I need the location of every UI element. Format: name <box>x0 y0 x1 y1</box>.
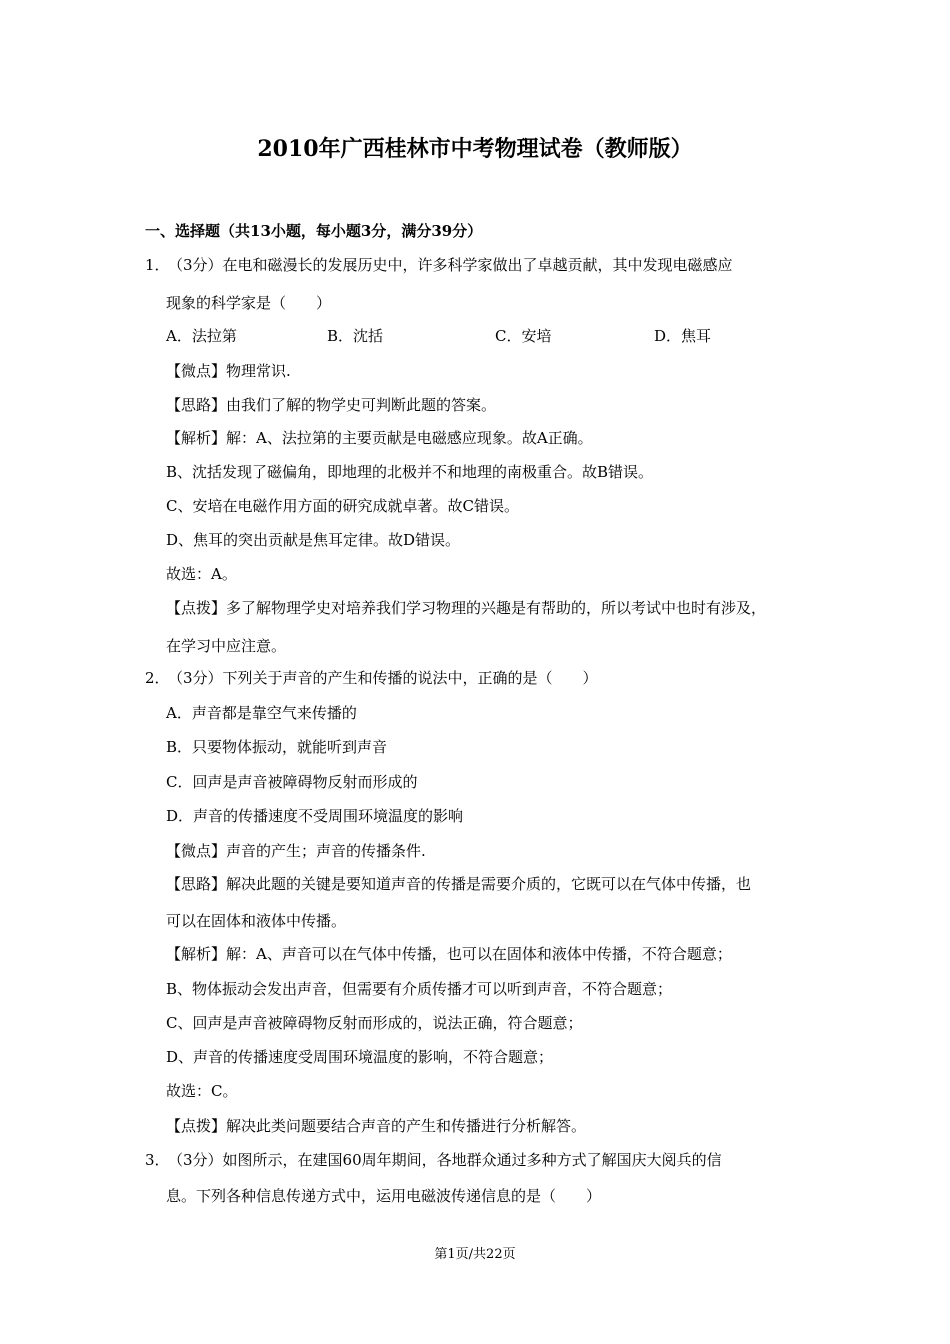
analysis-line: C、安培在电磁作用方面的研究成就卓著。故C错误。 <box>166 497 519 515</box>
option-b: B．沈括 <box>327 327 384 345</box>
tip-line: 在学习中应注意。 <box>166 637 287 655</box>
analysis-line: 【解析】解：A、声音可以在气体中传播，也可以在固体和液体中传播，不符合题意； <box>166 945 732 963</box>
analysis-line: C、回声是声音被障碍物反射而形成的，说法正确，符合题意； <box>166 1014 583 1032</box>
option-c: C．回声是声音被障碍物反射而形成的 <box>166 773 418 791</box>
page-title: 2010年广西桂林市中考物理试卷（教师版） <box>257 136 693 162</box>
analysis-line: D、声音的传播速度受周围环境温度的影响，不符合题意； <box>166 1048 554 1066</box>
question-stem-line: 现象的科学家是（ ） <box>166 294 332 312</box>
analysis-line: B、物体振动会发出声音，但需要有介质传播才可以听到声音，不符合题意； <box>166 980 673 998</box>
solution-idea: 【思路】解决此题的关键是要知道声音的传播是需要介质的，它既可以在气体中传播，也 <box>166 875 752 893</box>
answer-line: 故选：C。 <box>166 1082 238 1100</box>
page-footer: 第1页/共22页 <box>434 1247 516 1262</box>
tip-line: 【点拨】解决此类问题要结合声音的产生和传播进行分析解答。 <box>166 1117 587 1135</box>
question-stem-line: （3分）在电和磁漫长的发展历史中，许多科学家做出了卓越贡献，其中发现电磁感应 <box>168 256 733 274</box>
option-b: B．只要物体振动，就能听到声音 <box>166 738 388 756</box>
question-number: 3． <box>145 1151 170 1169</box>
question-stem-line: 息。下列各种信息传递方式中，运用电磁波传递信息的是（ ） <box>166 1187 602 1205</box>
option-d: D．焦耳 <box>654 327 712 345</box>
question-stem-line: （3分）如图所示，在建国60周年期间，各地群众通过多种方式了解国庆大阅兵的信 <box>168 1151 722 1169</box>
tip-line: 【点拨】多了解物理学史对培养我们学习物理的兴趣是有帮助的，所以考试中也时有涉及， <box>166 599 767 617</box>
option-d: D．声音的传播速度不受周围环境温度的影响 <box>166 807 464 825</box>
knowledge-point: 【微点】声音的产生；声音的传播条件. <box>166 842 426 860</box>
analysis-line: B、沈括发现了磁偏角，即地理的北极并不和地理的南极重合。故B错误。 <box>166 463 654 481</box>
question-stem-line: （3分）下列关于声音的产生和传播的说法中，正确的是（ ） <box>168 669 598 687</box>
option-a: A．法拉第 <box>166 327 237 345</box>
answer-line: 故选：A。 <box>166 565 237 583</box>
option-c: C．安培 <box>495 327 552 345</box>
question-number: 1． <box>145 256 170 274</box>
analysis-line: D、焦耳的突出贡献是焦耳定律。故D错误。 <box>166 531 461 549</box>
question-number: 2． <box>145 669 170 687</box>
option-a: A．声音都是靠空气来传播的 <box>166 704 357 722</box>
solution-idea: 可以在固体和液体中传播。 <box>166 912 347 930</box>
knowledge-point: 【微点】物理常识. <box>166 362 291 380</box>
section-heading: 一、选择题（共13小题，每小题3分，满分39分） <box>145 222 483 240</box>
solution-idea: 【思路】由我们了解的物学史可判断此题的答案。 <box>166 396 497 414</box>
analysis-line: 【解析】解：A、法拉第的主要贡献是电磁感应现象。故A正确。 <box>166 429 593 447</box>
